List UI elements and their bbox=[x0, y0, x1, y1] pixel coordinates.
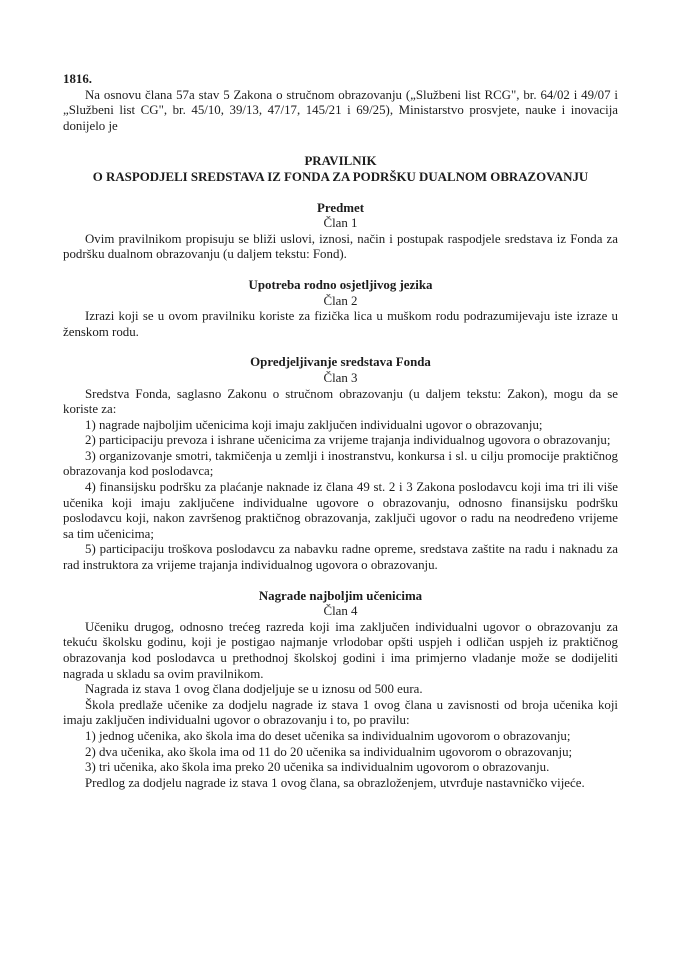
paragraph: Nagrada iz stava 1 ovog člana dodjeljuje se u iznosu od 500 eura. bbox=[85, 682, 423, 697]
article-label: Član 1 bbox=[323, 216, 358, 231]
article-heading: Upotreba rodno osjetljivog jezika bbox=[248, 277, 433, 292]
article-2 bbox=[63, 278, 618, 340]
article-heading: Predmet bbox=[316, 200, 364, 215]
document-title: PRAVILNIK bbox=[304, 154, 377, 169]
gazette-entry-number: 1816. bbox=[63, 72, 93, 86]
article-1 bbox=[63, 201, 618, 263]
list-item: 5) participaciju troškova poslodavcu za nabavku radne opreme, sredstava zaštite na radu i naknadu za rad instruktora za vrijeme trajanja individualnog ugovora o obrazovanju. bbox=[63, 542, 618, 573]
document-page bbox=[63, 72, 618, 791]
paragraph: Ovim pravilnikom propisuju se bliži uslovi, iznosi, način i postupak raspodjele sredstava iz Fonda za podršku dualnom obrazovanju (u daljem tekstu: Fond). bbox=[63, 231, 618, 262]
paragraph: Sredstva Fonda, saglasno Zakonu o stručnom obrazovanju (u daljem tekstu: Zakon), mogu da se koriste za: bbox=[63, 386, 618, 417]
article-3 bbox=[63, 355, 618, 573]
article-label: Član 3 bbox=[323, 370, 358, 385]
list-item: 3) organizovanje smotri, takmičenja u zemlji i inostranstvu, konkursa i sl. u cilju promocije praktičnog obrazovanja kod poslodavca; bbox=[63, 448, 618, 479]
list-item: 1) jednog učenika, ako škola ima do deset učenika sa individualnim ugovorom o obrazovanju; bbox=[85, 728, 571, 743]
article-label: Član 4 bbox=[323, 604, 358, 619]
list-item: 2) participaciju prevoza i ishrane učenicima za vrijeme trajanja individualnog ugovora o obrazovanju; bbox=[85, 433, 611, 448]
preamble: Na osnovu člana 57a stav 5 Zakona o stručnom obrazovanju („Službeni list RCG", br. 64/02 i 49/07 i „Službeni list CG", br. 45/10, 39/13, 47/17, 145/21 i 69/25), Ministarstvo prosvjete, nauke i inovacija donijelo je bbox=[63, 87, 618, 133]
article-4 bbox=[63, 589, 618, 792]
paragraph: Učeniku drugog, odnosno trećeg razreda koji ima zaključen individualni ugovor o obrazovanju za tekuću školsku godinu, koji je postigao najmanje vrlodobar opšti uspjeh i odličan uspjeh iz praktičnog obrazovanja kod poslodavca u prethodnoj školskoj godini i ima primjerno vladanje može se dodijeliti nagrada u skladu sa ovim pravilnikom. bbox=[63, 619, 618, 681]
list-item: 4) finansijsku podršku za plaćanje naknade iz člana 49 st. 2 i 3 Zakona poslodavcu koji ima tri ili više učenika koji imaju zaključene individualne ugovore o obrazovanju, odnosno finansijsku podršku poslodavcu koji, nakon završenog praktičnog obrazovanja, zaključi ugovor o radu na neodređeno vrijeme sa tim učenicima; bbox=[63, 480, 618, 541]
list-item: 3) tri učenika, ako škola ima preko 20 učenika sa individualnim ugovorom o obrazovanju. bbox=[85, 760, 550, 775]
article-heading: Nagrade najboljim učenicima bbox=[258, 588, 423, 603]
article-label: Član 2 bbox=[323, 293, 358, 308]
paragraph: Predlog za dodjelu nagrade iz stava 1 ovog člana, sa obrazloženjem, utvrđuje nastavničko vijeće. bbox=[85, 775, 585, 790]
list-item: 2) dva učenika, ako škola ima od 11 do 20 učenika sa individualnim ugovorom o obrazovanju; bbox=[85, 744, 573, 759]
article-heading: Opredjeljivanje sredstava Fonda bbox=[250, 355, 431, 370]
paragraph: Izrazi koji se u ovom pravilniku koriste za fizička lica u muškom rodu podrazumijevaju iste izraze u ženskom rodu. bbox=[63, 309, 618, 339]
document-subtitle: O RASPODJELI SREDSTAVA IZ FONDA ZA PODRŠKU DUALNOM OBRAZOVANJU bbox=[92, 169, 589, 184]
list-item: 1) nagrade najboljim učenicima koji imaju zaključen individualni ugovor o obrazovanju; bbox=[85, 417, 543, 432]
paragraph: Škola predlaže učenike za dodjelu nagrade iz stava 1 ovog člana u zavisnosti od broja učenika koji imaju zaključen individualni ugovor o obrazovanju i to, po pravilu: bbox=[63, 697, 618, 728]
title-block bbox=[63, 154, 618, 185]
